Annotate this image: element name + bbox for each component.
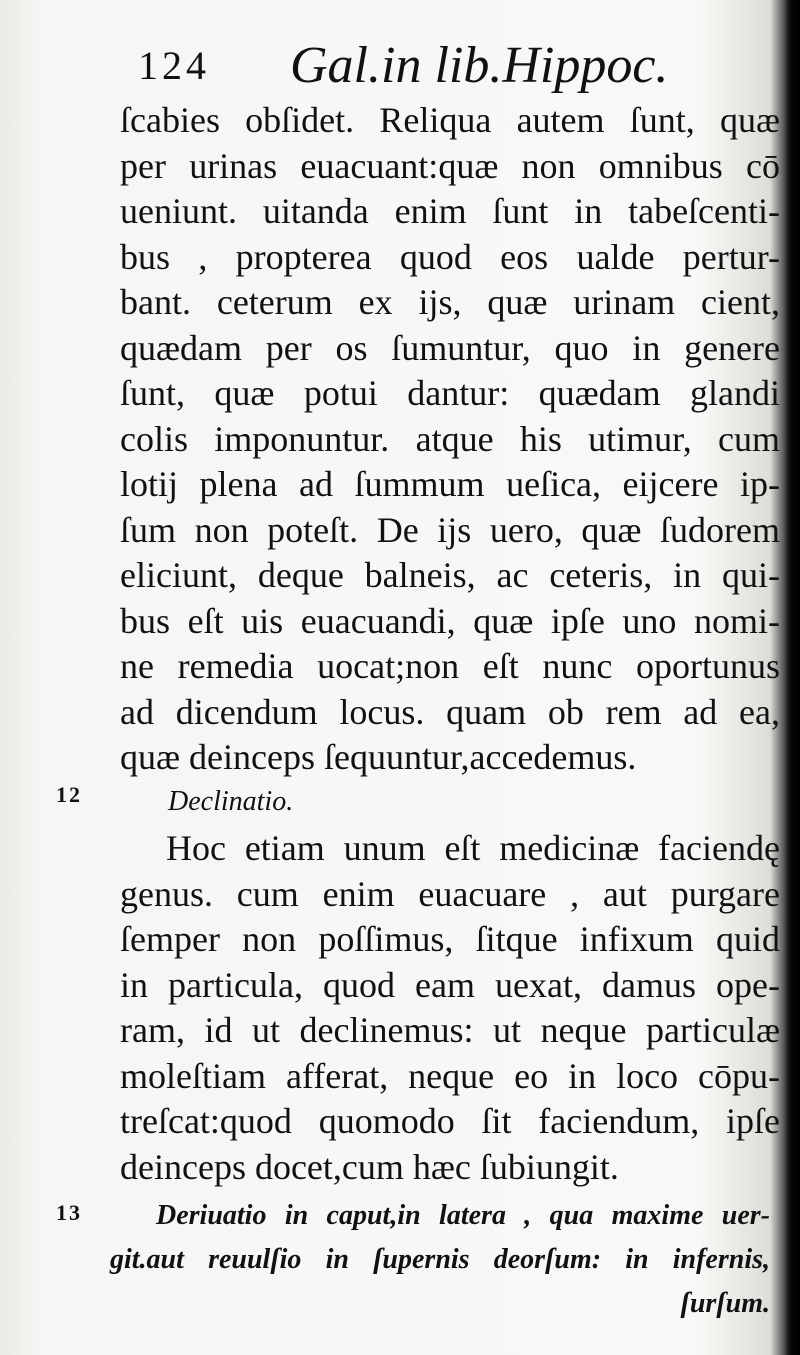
text-line: ad dicendum locus. quam ob rem ad ea, — [120, 691, 780, 732]
text-line: ſcabies obſidet. Reliqua autem ſunt, quæ — [120, 100, 780, 140]
text-line: ſemper non poſſimus, ſitque infixum quid — [120, 919, 780, 959]
text-line: bant. ceterum ex ijs, quæ urinam cient, — [120, 282, 780, 322]
text-line: treſcat:quod quomodo ſit faciendum, ipſe — [120, 1101, 780, 1141]
text-line: bus eſt uis euacuandi, quæ ipſe uno nomi- — [120, 600, 780, 641]
text-line: ſunt, quæ potui dantur: quædam glandi — [120, 373, 780, 413]
text-line: Hoc etiam unum eſt medicinæ faciendę — [166, 828, 780, 868]
aphorism-text — [110, 1194, 770, 1326]
text-line: deinceps docet,cum hæc ſubiungit. — [120, 1146, 619, 1187]
text-line: ne remedia uocat;non eſt nunc oportunus — [120, 646, 780, 686]
text-line: ram, id ut declinemus: ut neque particulæ — [120, 1010, 780, 1050]
text-line: in particula, quod eam uexat, damus ope- — [120, 964, 780, 1005]
text-line: quæ deinceps ſequuntur,accedemus. — [120, 737, 637, 777]
margin-number: 12 — [56, 782, 82, 807]
text-line: colis imponuntur. atque his utimur, cum — [120, 418, 780, 459]
page-number: 124 — [138, 43, 210, 88]
page-header — [130, 36, 690, 96]
text-line: ſum non poteſt. De ijs uero, quæ ſudorem — [120, 509, 780, 550]
text-line: quædam per os ſumuntur, quo in genere — [120, 327, 780, 368]
text-line: moleſtiam afferat, neque eo in loco cōpu- — [120, 1055, 780, 1096]
text-line: Deriuatio in caput,in latera , qua maxime uer- — [156, 1200, 770, 1231]
text-line: bus , propterea quod eos ualde pertur- — [120, 236, 780, 277]
text-line: genus. cum enim euacuare , aut purgare — [120, 873, 780, 914]
text-line: ſurſum. — [680, 1288, 770, 1319]
text-line: per urinas euacuant:quæ non omnibus cō — [120, 145, 780, 186]
body-text — [120, 98, 780, 781]
page-edge-shadow — [784, 0, 800, 1355]
section-title: Declinatio. — [168, 786, 294, 817]
section-body — [120, 826, 780, 1190]
running-head: Gal.in lib.Hippoc. — [290, 37, 669, 94]
margin-number: 13 — [56, 1200, 82, 1225]
text-line: eliciunt, deque balneis, ac ceteris, in qui- — [120, 555, 780, 595]
text-line: ueniunt. uitanda enim ſunt in tabeſcenti- — [120, 191, 780, 231]
text-line: git.aut reuulſio in ſupernis deorſum: in infernis, — [110, 1244, 770, 1275]
text-line: lotij plena ad ſummum ueſica, eijcere ip- — [120, 464, 780, 504]
